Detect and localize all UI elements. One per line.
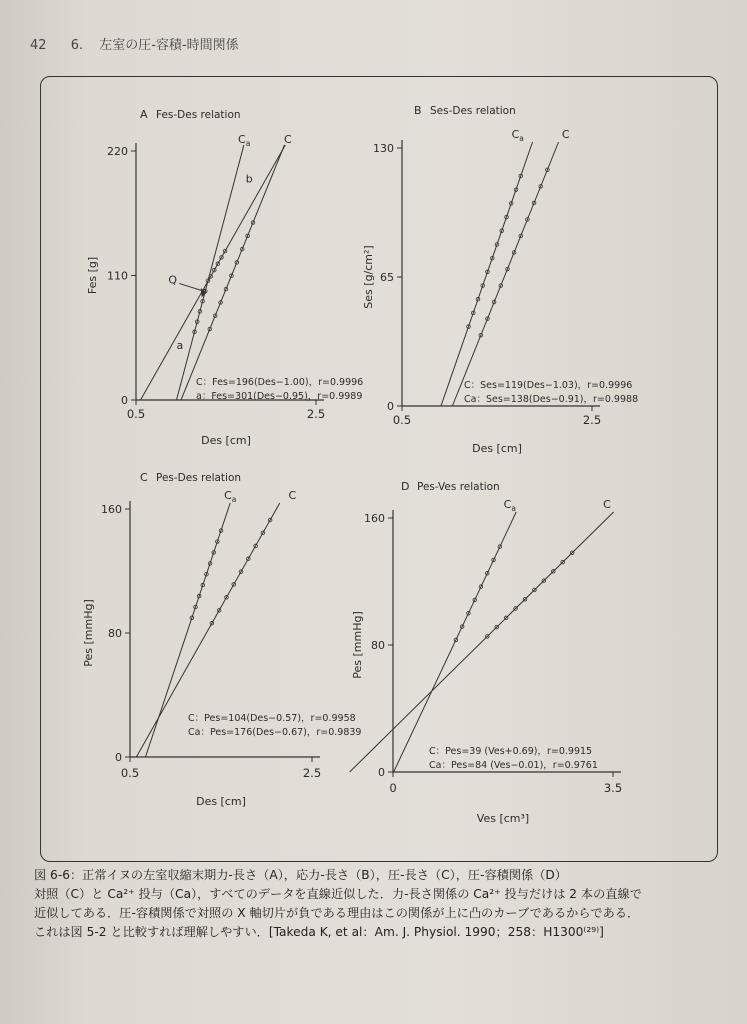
y-tick-label: 0 (115, 751, 122, 764)
panel-a-chart (80, 96, 380, 456)
regression-equation: Ca：Pes=176(Des−0.67)，r=0.9839 (188, 727, 362, 738)
caption-line: これは図 5-2 と比較すれば理解しやすい．[Takeda K, et al：Am. J. Physiol. 1990；258：H1300⁽²⁹⁾] (34, 925, 604, 939)
fit-line-C (350, 512, 614, 772)
panel-letter: B (414, 104, 422, 117)
chapter-number: 6. (70, 38, 84, 53)
x-tick-label: 0.5 (392, 413, 412, 427)
line-label-ca: $C_a$ (224, 489, 237, 504)
line-label-c: C (284, 133, 292, 146)
panel-title: Pes-Ves relation (417, 481, 500, 493)
regression-equation: C：Fes=196(Des−1.00)，r=0.9996 (196, 377, 364, 388)
y-tick-label: 0 (121, 394, 128, 407)
panel-title: Ses-Des relation (430, 105, 516, 117)
y-tick-label: 65 (380, 271, 394, 284)
x-tick-label: 2.5 (582, 413, 602, 427)
y-axis-label: Pes [mmHg] (351, 611, 364, 679)
panel-title: Pes-Des relation (156, 472, 242, 484)
x-axis-label: Des [cm] (196, 795, 246, 808)
line-label-c: C (561, 128, 570, 141)
panel-letter: C (140, 471, 148, 484)
line-label-ca: $C_a$ (238, 133, 251, 148)
x-axis-label: Des [cm] (201, 434, 251, 447)
regression-equation: C：Ses=119(Des−1.03)，r=0.9996 (464, 380, 633, 391)
page-number: 42 (30, 38, 47, 53)
x-tick-label: 0 (389, 781, 397, 795)
caption-line: 近似してある．圧-容積関係で対照の X 軸切片が負である理由はこの関係が上に凸のカーブであるからである． (34, 906, 640, 920)
q-arrow-shaft (179, 283, 204, 291)
y-tick-label: 110 (107, 269, 128, 283)
y-tick-label: 0 (378, 766, 385, 779)
panel-letter: D (401, 480, 410, 493)
line-label-a: a (176, 339, 184, 353)
regression-equation: a：Fes=301(Des−0.95)，r=0.9989 (196, 391, 363, 402)
x-tick-label: 0.5 (126, 407, 146, 421)
x-tick-label: 3.5 (603, 781, 623, 795)
panel-letter: A (140, 108, 148, 121)
y-axis-label: Fes [g] (86, 256, 99, 295)
regression-equation: Ca：Pes=84 (Ves−0.01)，r=0.9761 (429, 760, 598, 771)
line-label-ca: $C_a$ (503, 498, 516, 513)
x-axis-label: Ves [cm³] (476, 812, 530, 825)
line-label-c: C (288, 489, 297, 502)
x-axis-label: Des [cm] (472, 442, 522, 455)
point-label-q: Q (168, 273, 178, 287)
figure-caption (34, 866, 704, 942)
chapter-title: 左室の圧-容積-時間関係 (99, 38, 239, 53)
fit-line-b (141, 145, 286, 400)
y-tick-label: 220 (107, 145, 128, 158)
x-tick-label: 2.5 (306, 407, 326, 421)
line-label-ca: $C_a$ (511, 128, 524, 143)
fit-line-C (452, 142, 558, 406)
y-tick-label: 130 (373, 142, 394, 155)
panel-b-chart (358, 96, 658, 461)
panel-d-chart (345, 472, 665, 837)
panel-title: Fes-Des relation (156, 109, 241, 121)
y-tick-label: 160 (364, 512, 385, 525)
fit-line-a (177, 145, 244, 400)
fit-line-Ca (394, 512, 517, 772)
fit-line-Ca (441, 142, 533, 406)
line-label-c: C (603, 498, 611, 511)
panel-c-chart (78, 465, 378, 825)
y-tick-label: 160 (101, 503, 122, 516)
y-tick-label: 0 (387, 400, 394, 413)
x-tick-label: 2.5 (302, 766, 322, 780)
caption-line: 図 6-6：正常イヌの左室収縮末期力-長さ（A），応力-長さ（B），圧-長さ（C），圧-容積関係（D） (34, 868, 567, 882)
regression-equation: C：Pes=39 (Ves+0.69)，r=0.9915 (429, 746, 593, 757)
running-head (30, 34, 239, 53)
x-tick-label: 0.5 (120, 766, 140, 780)
y-tick-label: 80 (371, 639, 385, 652)
fit-line-C (181, 145, 284, 400)
regression-equation: Ca：Ses=138(Des−0.91)，r=0.9988 (464, 394, 639, 405)
line-label-b: b (245, 172, 253, 186)
y-tick-label: 80 (108, 627, 122, 640)
caption-line: 対照（C）と Ca²⁺ 投与（Ca），すべてのデータを直線近似した．力-長さ関係の Ca²⁺ 投与だけは 2 本の直線で (34, 887, 642, 901)
y-axis-label: Ses [g/cm²] (362, 245, 375, 309)
regression-equation: C：Pes=104(Des−0.57)，r=0.9958 (188, 713, 356, 724)
y-axis-label: Pes [mmHg] (82, 599, 95, 667)
